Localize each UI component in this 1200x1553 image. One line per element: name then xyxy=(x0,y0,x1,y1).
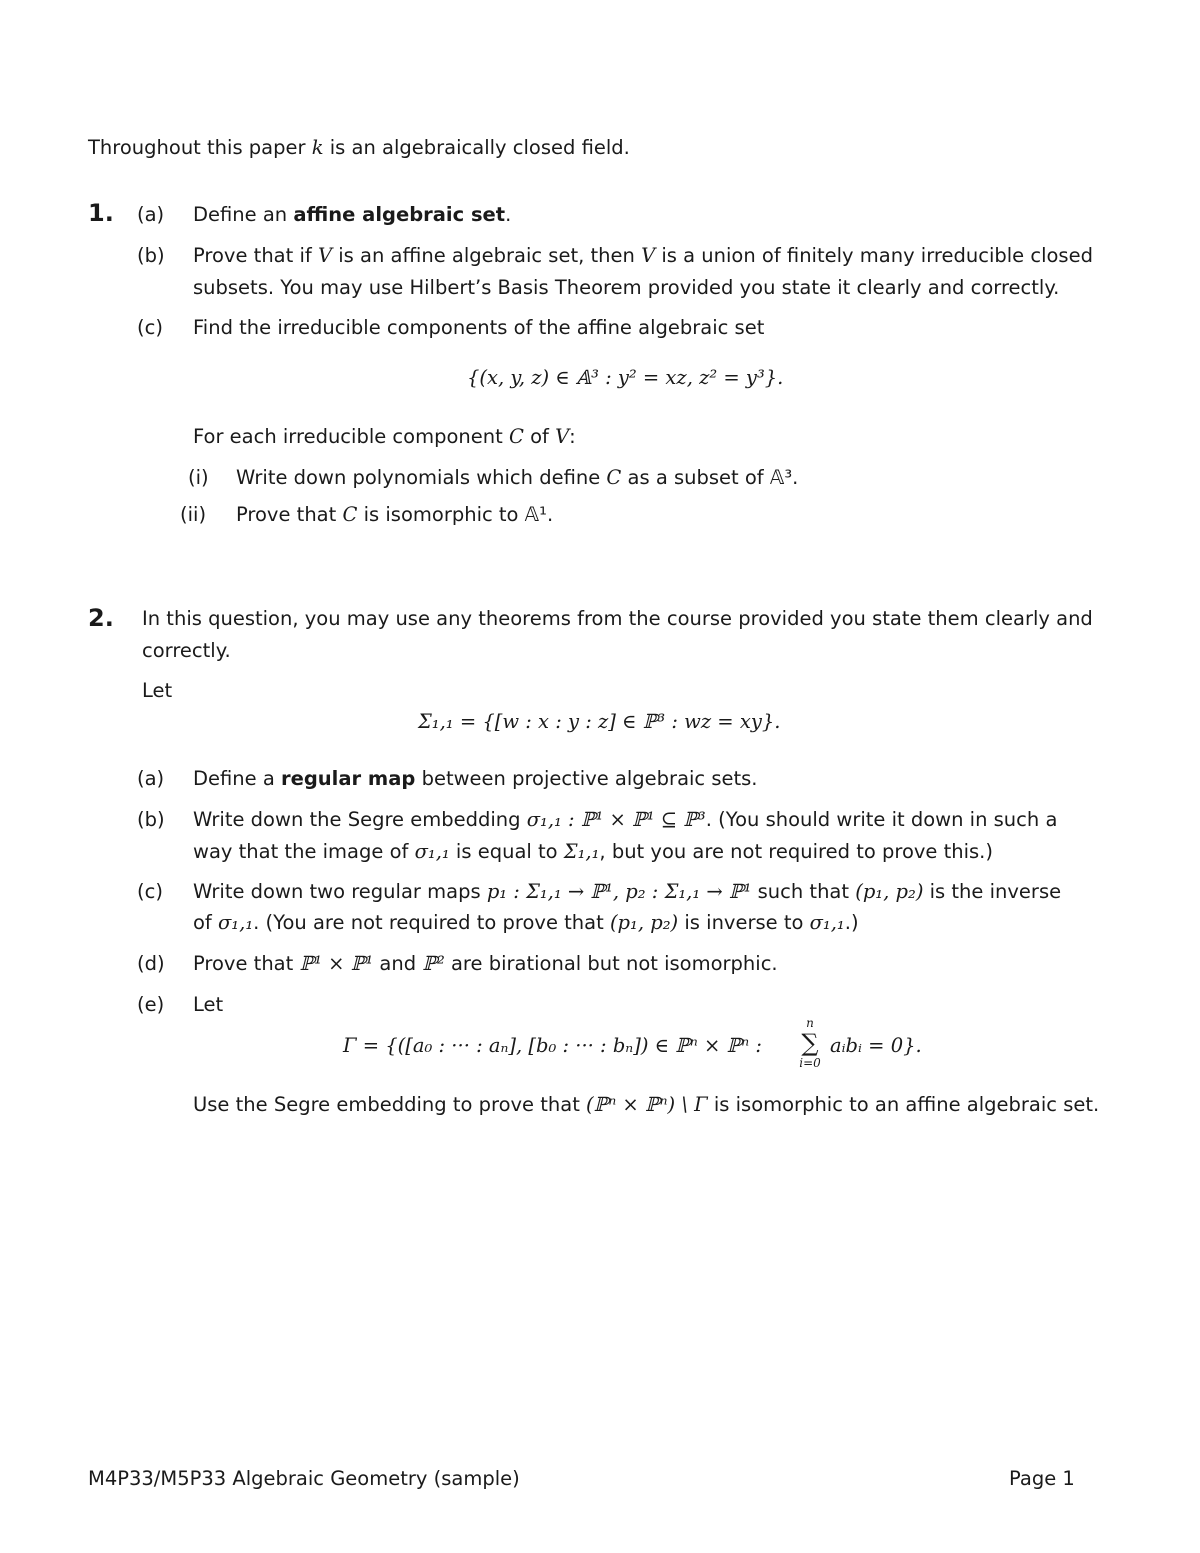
sum-symbol: ∑ xyxy=(801,1029,819,1057)
intro-line xyxy=(88,136,630,159)
footer-course: M4P33/M5P33 Algebraic Geometry (sample) xyxy=(88,1467,520,1490)
q1b-label: (b) xyxy=(137,244,165,267)
q2a-post: between projective algebraic sets. xyxy=(415,767,758,790)
q2e-let: Let xyxy=(193,993,224,1016)
q2c-line2-math-1: σ₁,₁ xyxy=(218,911,254,934)
sum-upper-limit: n xyxy=(806,1016,814,1030)
q2e-summation xyxy=(796,1016,824,1070)
q2b-pre: Write down the Segre embedding xyxy=(193,808,527,831)
q1b-var-2: V xyxy=(641,244,656,267)
q1a-bold: affine algebraic set xyxy=(293,203,506,226)
q1c-follow xyxy=(193,425,576,448)
q2d-label: (d) xyxy=(137,952,165,975)
q1c-follow-3: : xyxy=(569,425,576,448)
q1ci-text-1: Write down polynomials which define xyxy=(236,466,607,489)
q2c-line2-post: .) xyxy=(844,911,859,934)
q2c-math-2: (p₁, p₂) xyxy=(855,880,924,903)
q2c-pre: Write down two regular maps xyxy=(193,880,487,903)
q2e-final-math: (ℙⁿ × ℙⁿ) \ Γ xyxy=(586,1093,708,1116)
q1b-text-2: is an affine algebraic set, then xyxy=(332,244,642,267)
sum-lower-limit: i=0 xyxy=(799,1056,821,1070)
q1a-pre: Define an xyxy=(193,203,294,226)
q1ci-text xyxy=(236,466,798,489)
q2b-line2-post: , but you are not required to prove this.) xyxy=(599,840,993,863)
q2c-line2-pre: of xyxy=(193,911,218,934)
q1a-text xyxy=(193,203,511,226)
q2e-final xyxy=(193,1093,1099,1116)
q2b-line2-math-1: σ₁,₁ xyxy=(414,840,450,863)
q1b-var-1: V xyxy=(317,244,333,267)
q2a-text xyxy=(193,767,758,790)
q1a-label: (a) xyxy=(137,203,165,226)
q2e-final-pre: Use the Segre embedding to prove that xyxy=(193,1093,587,1116)
q2c-line2-mid-2: is inverse to xyxy=(678,911,810,934)
question-1-number: 1. xyxy=(88,199,114,227)
q2c-line2-math-3: σ₁,₁ xyxy=(809,911,845,934)
q2d-text xyxy=(193,952,778,975)
footer-page-number: Page 1 xyxy=(1009,1467,1075,1490)
intro-pre: Throughout this paper xyxy=(88,136,312,159)
q1b-text-3: is a union of finitely many irreducible closed xyxy=(655,244,1093,267)
q1c-follow-var-2: V xyxy=(555,425,570,448)
q1c-follow-var-1: C xyxy=(508,425,524,448)
q1b-line2: subsets. You may use Hilbert’s Basis Theorem provided you state it clearly and correctly. xyxy=(193,276,1060,299)
q1a-post: . xyxy=(505,203,512,226)
q2d-mid: and xyxy=(373,952,423,975)
q2b-line2-math-2: Σ₁,₁ xyxy=(563,840,600,863)
q2-intro-line1: In this question, you may use any theorems from the course provided you state them clearly and xyxy=(142,607,1093,630)
q2b-line2 xyxy=(193,840,993,863)
q1c-text: Find the irreducible components of the affine algebraic set xyxy=(193,316,765,339)
q2-let: Let xyxy=(142,679,173,702)
q2c-math-1: p₁ : Σ₁,₁ → ℙ¹, p₂ : Σ₁,₁ → ℙ¹ xyxy=(486,880,752,903)
q1b-line1 xyxy=(193,244,1093,267)
q2d-math-2: ℙ² xyxy=(422,952,445,975)
q2e-final-post: is isomorphic to an affine algebraic set. xyxy=(707,1093,1100,1116)
q2c-line2 xyxy=(193,911,859,934)
q2c-line1 xyxy=(193,880,1061,903)
q2a-label: (a) xyxy=(137,767,165,790)
q1ci-label: (i) xyxy=(188,466,209,489)
q2d-math-1: ℙ¹ × ℙ¹ xyxy=(299,952,374,975)
q2c-post: is the inverse xyxy=(923,880,1062,903)
q2a-bold: regular map xyxy=(281,767,416,790)
q2c-label: (c) xyxy=(137,880,163,903)
q1cii-label: (ii) xyxy=(180,503,207,526)
q2b-line2-pre: way that the image of xyxy=(193,840,415,863)
q2a-pre: Define a xyxy=(193,767,281,790)
intro-post: is an algebraically closed field. xyxy=(323,136,630,159)
q1b-text-1: Prove that if xyxy=(193,244,318,267)
q2b-line2-mid: is equal to xyxy=(449,840,564,863)
question-2-number: 2. xyxy=(88,604,114,632)
q1ci-var: C xyxy=(606,466,622,489)
q2e-label: (e) xyxy=(137,993,165,1016)
intro-var: k xyxy=(311,136,324,159)
q1c-label: (c) xyxy=(137,316,163,339)
q2b-line1 xyxy=(193,808,1057,831)
q2e-display-left: Γ = {([a₀ : ··· : aₙ], [b₀ : ··· : bₙ]) ∈ ℙⁿ × ℙⁿ : xyxy=(343,1034,762,1057)
q1cii-var: C xyxy=(342,503,358,526)
q1c-follow-2: of xyxy=(523,425,556,448)
q2c-mid: such that xyxy=(751,880,856,903)
q2d-pre: Prove that xyxy=(193,952,300,975)
q2b-post: . (You should write it down in such a xyxy=(705,808,1058,831)
q1cii-text xyxy=(236,503,553,526)
q1c-display-equation: {(x, y, z) ∈ 𝔸³ : y² = xz, z² = y³}. xyxy=(467,366,784,389)
q1cii-text-2: is isomorphic to 𝔸¹. xyxy=(357,503,554,526)
q2e-display-right: aᵢbᵢ = 0}. xyxy=(830,1034,922,1057)
q2b-math: σ₁,₁ : ℙ¹ × ℙ¹ ⊆ ℙ³ xyxy=(526,808,706,831)
q1ci-text-2: as a subset of 𝔸³. xyxy=(621,466,799,489)
q2c-line2-math-2: (p₁, p₂) xyxy=(609,911,679,934)
q2c-line2-mid: . (You are not required to prove that xyxy=(253,911,610,934)
q2d-post: are birational but not isomorphic. xyxy=(444,952,778,975)
q2-intro-line2: correctly. xyxy=(142,639,231,662)
q2b-label: (b) xyxy=(137,808,165,831)
q1cii-text-1: Prove that xyxy=(236,503,343,526)
q2-display-equation: Σ₁,₁ = {[w : x : y : z] ∈ ℙ³ : wz = xy}. xyxy=(418,710,781,733)
q1c-follow-1: For each irreducible component xyxy=(193,425,509,448)
